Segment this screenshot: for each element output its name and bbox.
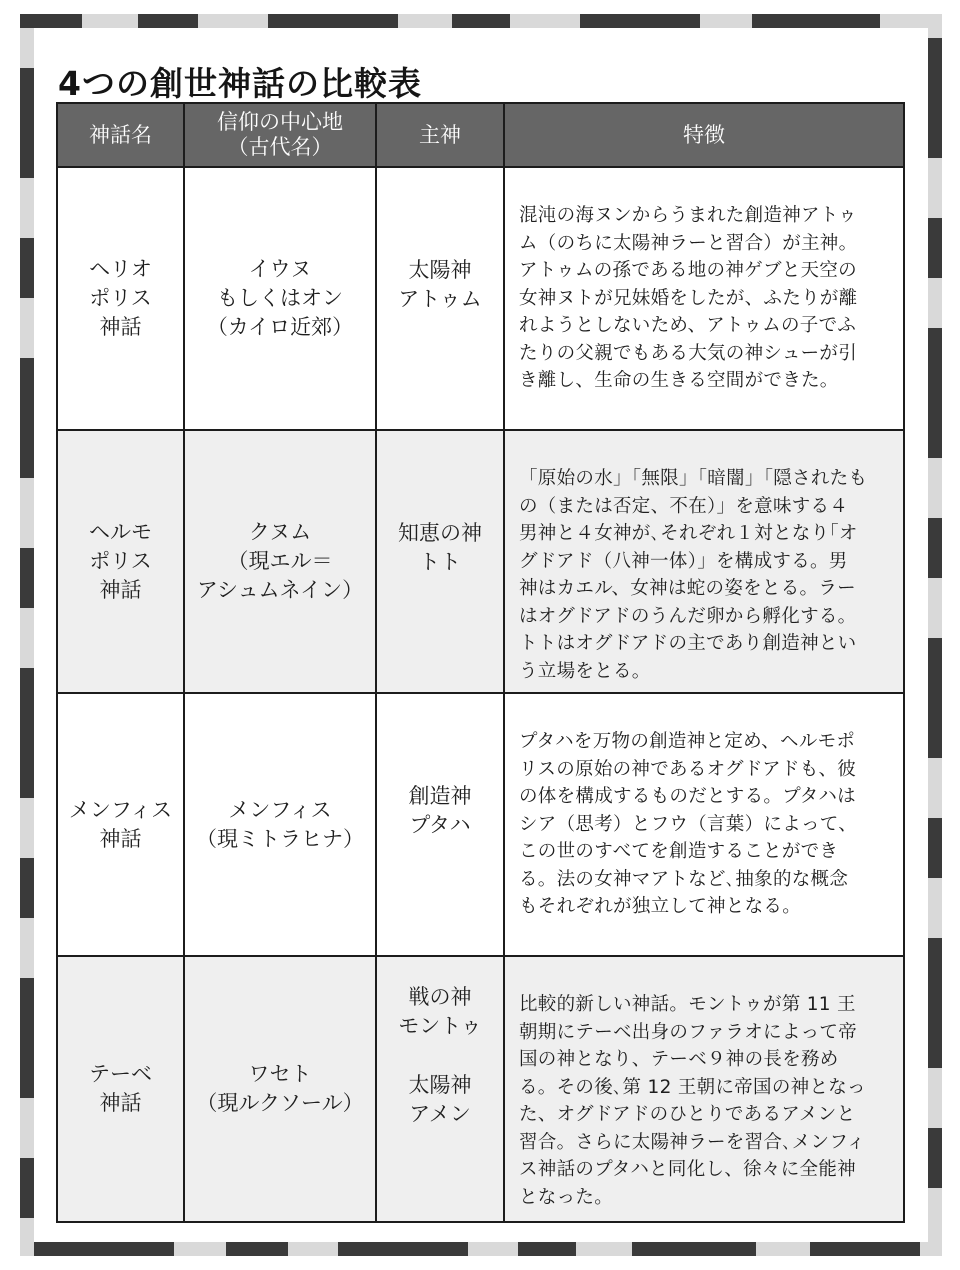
table-row [57, 167, 904, 430]
myth-name-line: 神話 [99, 826, 142, 851]
main-deity-line: 太陽神 [408, 258, 472, 282]
main-deity-line: プタハ [409, 813, 471, 837]
header-center-of-worship [184, 103, 376, 167]
border-bottom [20, 1242, 942, 1256]
main-deity-line: アメン [409, 1102, 471, 1126]
features-line: る。法の女神マアトなど､抽象的な概念 [519, 868, 849, 890]
features-line: たりの父親でもある大気の神シューが引 [519, 342, 858, 364]
main-deity-line: モントゥ [398, 1014, 482, 1038]
main-deity-cell [376, 167, 504, 430]
features-line: トトはオグドアドの主であり創造神とい [519, 633, 857, 654]
main-deity-line: トト [419, 550, 461, 574]
deity-group [381, 256, 499, 314]
myth-comparison-table [56, 102, 905, 1223]
center-of-worship-cell [184, 693, 376, 956]
center-of-worship-line: （現エル＝ [227, 549, 333, 573]
main-deity-line: 創造神 [408, 784, 472, 808]
features-line: 男神と４女神が､それぞれ１対となり｢オ [519, 523, 858, 544]
features-line: この世のすべてを創造することができ [519, 841, 839, 862]
center-of-worship-cell [184, 956, 376, 1222]
features-line: 比較的新しい神話。モントゥが第 11 王 [519, 994, 856, 1015]
center-of-worship-line: （現ミトラヒナ） [196, 826, 364, 851]
table-body [57, 167, 904, 1222]
features-line: シア（思考）とフウ（言葉）によって、 [519, 813, 858, 835]
center-of-worship-line: イウヌ [248, 257, 312, 281]
features-line: となった。 [519, 1186, 614, 1208]
header-myth-name: 神話名 [57, 103, 184, 167]
deity-group [381, 1071, 499, 1129]
myth-name-line: 神話 [99, 578, 142, 602]
header-center-line1: 信仰の中心地 [217, 110, 343, 134]
myth-name-cell [57, 167, 184, 430]
border-top [20, 14, 942, 28]
features-cell [504, 167, 904, 430]
deity-group [381, 983, 499, 1041]
deity-group [381, 519, 499, 577]
features-line: の体を構成するものだとする。プタハは [519, 786, 856, 807]
header-center-line2: （古代名） [227, 135, 333, 159]
myth-name-line: ポリス [89, 286, 152, 310]
myth-name-line: ポリス [89, 549, 152, 573]
features-line: プタハを万物の創造神と定め、ヘルモポ [519, 731, 856, 752]
table-row [57, 693, 904, 956]
center-of-worship-line: アシュムネイン） [196, 578, 364, 602]
features-line: アトゥムの孫である地の神ゲブと天空の [519, 260, 857, 281]
main-deity-line: 太陽神 [408, 1073, 472, 1097]
myth-name-line: ヘルモ [89, 520, 152, 544]
features-line: た、オグドアドのひとりであるアメンと [519, 1104, 856, 1125]
main-deity-cell [376, 956, 504, 1222]
features-line: う立場をとる。 [519, 660, 651, 682]
features-line: き離し、生命の生きる空間ができた。 [519, 370, 839, 391]
table-row [57, 956, 904, 1222]
myth-name-cell [57, 956, 184, 1222]
border-right [928, 28, 942, 1242]
features-line: 国の神となり、テーベ９神の長を務め [519, 1049, 839, 1070]
center-of-worship-line: クヌム [248, 520, 312, 544]
features-line: もそれぞれが独立して神となる。 [519, 896, 802, 917]
myth-name-line: 神話 [99, 1091, 142, 1115]
center-of-worship-line: （現ルクソール） [196, 1091, 364, 1115]
center-of-worship-cell [184, 430, 376, 693]
center-of-worship-line: メンフィス [228, 797, 332, 822]
header-main-deity: 主神 [376, 103, 504, 167]
table-header-row [57, 103, 904, 167]
features-line: グドアド（八神一体）」を構成する。男 [519, 550, 848, 572]
features-cell [504, 693, 904, 956]
features-line: リスの原始の神であるオグドアドも、彼 [519, 758, 857, 780]
myth-name-cell [57, 430, 184, 693]
main-deity-line: アトゥム [398, 287, 482, 311]
features-line: る。その後､第 12 王朝に帝国の神となっ [519, 1076, 866, 1098]
main-deity-cell [376, 693, 504, 956]
features-line: 女神ヌトが兄妹婚をしたが、ふたりが離 [519, 287, 858, 309]
features-cell [504, 956, 904, 1222]
myth-name-line: テーベ [89, 1062, 152, 1086]
features-cell [504, 430, 904, 693]
center-of-worship-line: もしくはオン [217, 286, 343, 310]
features-line: の（または否定、不在）」を意味する４ [519, 495, 849, 517]
features-line: 混沌の海ヌンからうまれた創造神アトゥ [519, 205, 857, 226]
features-line: はオグドアドのうんだ卵から孵化する。 [519, 605, 857, 627]
features-line: ム（のちに太陽神ラーと習合）が主神。 [519, 232, 858, 254]
main-deity-cell [376, 430, 504, 693]
features-line: 習合。さらに太陽神ラーを習合､メンフィ [519, 1131, 866, 1153]
deity-group [381, 782, 499, 840]
myth-name-line: 神話 [99, 315, 142, 339]
border-left [20, 28, 34, 1242]
page-title: 4つの創世神話の比較表 [58, 64, 422, 103]
table-row [57, 430, 904, 693]
center-of-worship-cell [184, 167, 376, 430]
features-line: 「原始の水」「無限」「暗闇」「隠されたも [519, 468, 868, 489]
myth-name-cell [57, 693, 184, 956]
features-line: 朝期にテーベ出身のファラオによって帝 [519, 1021, 858, 1043]
center-of-worship-line: （カイロ近郊） [206, 315, 354, 339]
center-of-worship-line: ワセト [248, 1062, 312, 1086]
features-line: ス神話のプタハと同化し、徐々に全能神 [519, 1159, 856, 1180]
features-line: れようとしないため、アトゥムの子でふ [519, 315, 857, 336]
main-deity-line: 戦の神 [408, 985, 472, 1009]
header-features: 特徴 [504, 103, 904, 167]
main-deity-line: 知恵の神 [398, 521, 482, 545]
myth-name-line: ヘリオ [89, 257, 152, 281]
myth-name-line: メンフィス [68, 797, 173, 822]
features-line: 神はカエル、女神は蛇の姿をとる。ラー [519, 578, 856, 599]
